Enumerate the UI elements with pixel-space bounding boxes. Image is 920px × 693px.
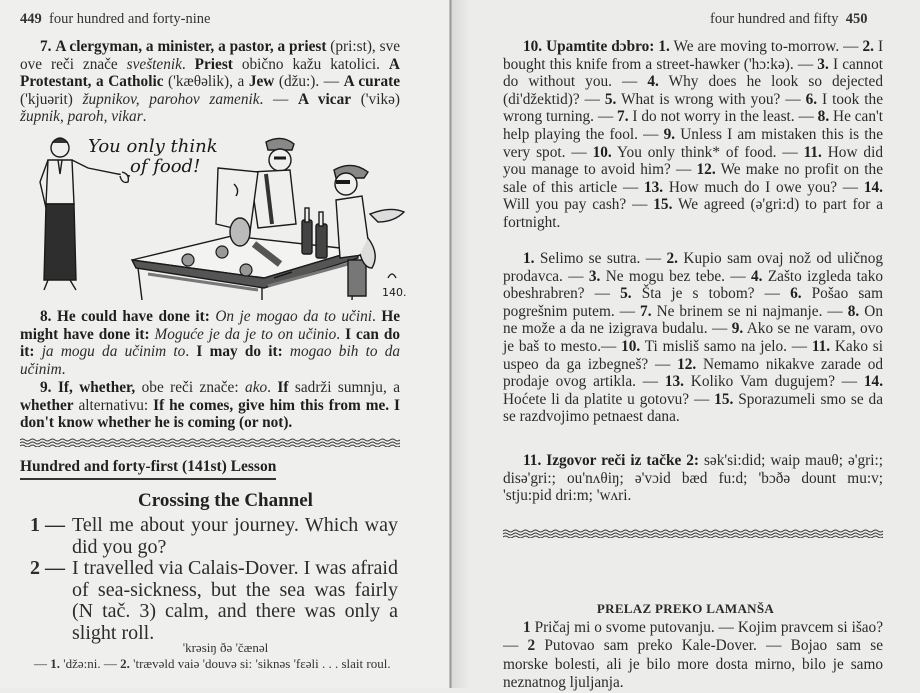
text: . (181, 55, 195, 73)
text: . (61, 360, 66, 378)
dialogue-line-2 (30, 558, 398, 644)
sentence-number: 14. (863, 178, 883, 196)
sentence-list (503, 250, 883, 425)
sentence-number: 15. (714, 390, 734, 408)
text: . (336, 325, 346, 343)
sentence-text: I took the wrong turning. — (503, 90, 883, 126)
sentence-text: I bought this knife from a street-hawker ('hɔ:kə). — (503, 38, 884, 73)
dialogue-number: 1 — (30, 514, 65, 536)
page-number-left: 449 (20, 11, 42, 27)
sentence-text: I cannot do without you. — (503, 55, 883, 91)
sentence-number: 10. (621, 337, 641, 355)
sentence-text: On ne može a da ne izigrava budalu. — (503, 302, 883, 338)
sentence-text: You only think* of food. — (611, 143, 804, 161)
term: A clergyman, a minister, a pastor, a priest (55, 38, 327, 55)
sentence-text: Ne brinem se ni najmanje. — (651, 302, 848, 320)
text: 'džə:ni. — (60, 656, 121, 671)
sentence-text: Nemamo nikakve zarade od prodaje ovog artikla. — (503, 355, 883, 391)
note-item-8 (20, 308, 400, 378)
text: alternativu: (73, 396, 154, 414)
sentence-text: We agreed (ə'gri:d) to part for a fortnight. (503, 196, 883, 231)
sentence-text: Kupio sam ovaj nož od uličnog prodavca. — (503, 250, 883, 285)
term: If (277, 379, 289, 396)
lesson-title: Crossing the Channel (138, 490, 313, 511)
sentence-number: 1. (658, 38, 670, 55)
text: 'trævəld vaiə 'douvə si: 'siknəs 'fɛəli . . . slait roul. (129, 656, 391, 671)
term: I may do it (196, 343, 278, 361)
sentence-number: 3. (588, 267, 601, 285)
phonetic-title: 'krəsiŋ ðə 'čænəl (182, 640, 269, 655)
text: : (204, 308, 216, 325)
sentence-text: Unless I am mistaken this is the very spot. — (503, 125, 883, 161)
sentence-number: 10. (592, 143, 612, 161)
sentence-text: Why does he look so dejected (di'džektid)? — (503, 73, 883, 108)
term: He could have done it (56, 308, 205, 325)
term: Jew (248, 73, 275, 91)
dialogue-text: I travelled via Calais-Dover. I was afraid of sea-sickness, but the sea was fairly (N tač. 3) calm, and there was only a slight roll. (72, 557, 398, 644)
translation-block (503, 250, 883, 426)
sentence-number: 9. (663, 125, 676, 143)
text: obično kažu katolici. (232, 55, 389, 73)
sentence-number: 15. (653, 196, 673, 214)
sentence-number: 12. (696, 161, 716, 179)
sentence-text: How much do I owe you? — (663, 178, 864, 196)
text: ('kjuərit) (20, 90, 83, 108)
translation: sveštenik (126, 55, 182, 73)
sentence-text: How did you manage to avoid him? — (503, 143, 883, 179)
item-number: 2 (527, 637, 536, 655)
term: A curate (343, 73, 400, 91)
text: ('vikə) (351, 90, 400, 108)
text: ('kæθəlik), a (163, 73, 249, 91)
item-number: 1 (523, 619, 531, 636)
sentence-number: 14. (863, 373, 884, 391)
note-item-9 (20, 379, 400, 432)
text: Pričaj mi o svome putovanju. — Kojim pravcem si išao? — (503, 619, 883, 655)
translation: mogao bih to da učinim (20, 343, 400, 378)
sentence-number: 9. (731, 320, 744, 338)
sentence-text: Ne mogu bez tebe. — (600, 267, 751, 285)
note-item-10 (503, 38, 883, 232)
sentence-number: 2. (666, 250, 678, 267)
section-label: 11. Izgovor reči iz tačke 2: (523, 452, 699, 469)
text: : (144, 325, 155, 343)
translation: ako (245, 379, 268, 396)
text: . (142, 108, 147, 126)
sentence-text: Will you pay cash? — (503, 196, 654, 214)
sentence-number: 11. (803, 143, 822, 161)
sentence-number: 5. (620, 285, 632, 303)
item-number: 1. (50, 656, 60, 671)
dialogue-line-1 (30, 515, 398, 559)
term: A Protestant, a Catholic (20, 55, 400, 91)
note-item-11 (503, 452, 883, 505)
sentence-number: 11. (811, 337, 831, 355)
example: If he comes, give him this from me. I don't know whether he is coming (or not). (20, 396, 400, 432)
page-number-right: 450 (845, 11, 868, 27)
woman-figure (40, 138, 130, 290)
item-number: 8. (40, 308, 52, 325)
text: (džu:). — (274, 73, 344, 91)
sentence-text: Koliko Vam dugujem? — (684, 373, 864, 391)
sentence-text: Sporazumeli smo se da se razdvojimo petnaest dana. (503, 390, 883, 426)
man-with-dog (334, 165, 404, 296)
text: . (371, 308, 382, 325)
sentence-number: 13. (643, 178, 664, 196)
item-number: 7. (40, 38, 52, 55)
sentence-number: 6. (790, 285, 802, 303)
term: A vicar (298, 90, 352, 108)
sentence-number: 6. (805, 90, 818, 108)
sentence-text: We make no profit on the sale of this article — (503, 161, 883, 196)
sentence-number: 5. (604, 90, 617, 108)
text: — (34, 656, 51, 671)
sentence-number: 4. (750, 267, 763, 285)
term: I can do it (20, 325, 401, 361)
sentence-number: 8. (847, 302, 860, 320)
translation-paragraph (503, 619, 883, 693)
text: . — (259, 90, 299, 108)
phonetic-transcription (20, 656, 398, 671)
sentence-number: 7. (640, 302, 652, 320)
left-page (0, 0, 451, 688)
sentence-number: 3. (817, 55, 829, 73)
right-running-head (710, 11, 867, 28)
text: sadrži sumnju, a (288, 379, 400, 396)
term: If, whether, (57, 379, 136, 396)
translation: On je mogao da to učini (215, 308, 372, 325)
lesson-heading: Hundred and forty-first (141st) Lesson (20, 458, 276, 480)
sentence-text: Šta je s tobom? — (631, 285, 791, 303)
sentence-number: 4. (647, 73, 659, 91)
text: obe reči znače: (135, 379, 246, 396)
sentence-text: We are moving to-morrow. — (669, 38, 863, 55)
term: Priest (194, 55, 233, 73)
note-item-7 (20, 38, 400, 126)
sentence-text: Zašto izgleda tako obeshrabren? — (503, 267, 884, 303)
sentence-text: Selimo se sutra. — (534, 250, 667, 267)
sentence-text: Kako si uspeo da ga izbegneš? — (503, 337, 883, 373)
dialogue-number: 2 — (30, 557, 65, 579)
dialogue-text: Tell me about your journey. Which way did you go? (72, 514, 398, 558)
man-with-newspaper (216, 138, 296, 246)
text: Putovao sam preko Kale-Dover. — Bojao sam se morske bolesti, ali je bilo more dosta mirno, bilo je samo neznatnog ljuljanja. (503, 637, 883, 692)
translation: Moguće je da je to on učinio (154, 325, 337, 343)
page-number-words-right: four hundred and fifty (710, 11, 839, 27)
phonetic-text: sək'si:did; waip mauθ; ə'gri:; disə'gri:; ou'nʌθiŋ; ə'vɔid bæd fu:d; 'bɔðə dount mu:v; 'stju:pid dri:m; 'wʌri. (503, 452, 883, 505)
wavy-divider-left (20, 438, 400, 447)
term: whether (20, 396, 74, 414)
sentence-text: What is wrong with you? — (616, 90, 806, 108)
sentence-text: Hoćete li da platite u gotovu? — (503, 390, 715, 408)
term: He might have done it (20, 308, 401, 343)
text: : (29, 343, 42, 361)
sentence-number: 2. (862, 38, 874, 55)
illustration-number: 140. (382, 286, 407, 299)
sentence-text: He can't help playing the fool. — (503, 108, 883, 143)
speech-line-1: You only think (88, 136, 218, 157)
gutter-shadow (452, 0, 470, 688)
cartoon-illustration (18, 128, 408, 300)
translation: ja mogu da učinim to (41, 343, 186, 361)
item-number: 9. (40, 379, 52, 396)
text: (pri:st), sve ove reči znače (20, 38, 401, 73)
speech-line-2: of food! (130, 156, 201, 177)
sentence-number: 1. (523, 250, 535, 267)
sentence-text: Ako se ne varam, ovo je baš to mesto.— (503, 320, 883, 355)
section-label: Upamtite dɔbro: (546, 38, 655, 55)
sentence-text: Pošao sam pogrešnim putem. — (503, 285, 883, 320)
page-number-words-left: four hundred and forty-nine (49, 11, 211, 27)
sentence-number: 12. (677, 355, 697, 373)
text: . (185, 343, 197, 361)
item-number: 10. (523, 38, 543, 55)
sentence-text: Ti misliš samo na jelo. — (640, 337, 812, 355)
left-running-head (20, 11, 210, 28)
sentence-number: 7. (617, 108, 629, 126)
sentence-number: 8. (817, 108, 830, 126)
sentence-list (503, 38, 883, 231)
translation-title: PRELAZ PREKO LAMANŠA (596, 601, 775, 616)
text: : (277, 343, 290, 361)
wavy-divider-right (503, 529, 883, 538)
translation: župnik, paroh, vikar (20, 108, 143, 126)
translation: župnikov, parohov zamenik (82, 90, 260, 108)
sentence-number: 13. (664, 373, 684, 391)
sentence-text: I do not worry in the least. — (628, 108, 818, 126)
signature-mark (388, 274, 396, 278)
text: . (267, 379, 278, 396)
item-number: 2. (120, 656, 130, 671)
